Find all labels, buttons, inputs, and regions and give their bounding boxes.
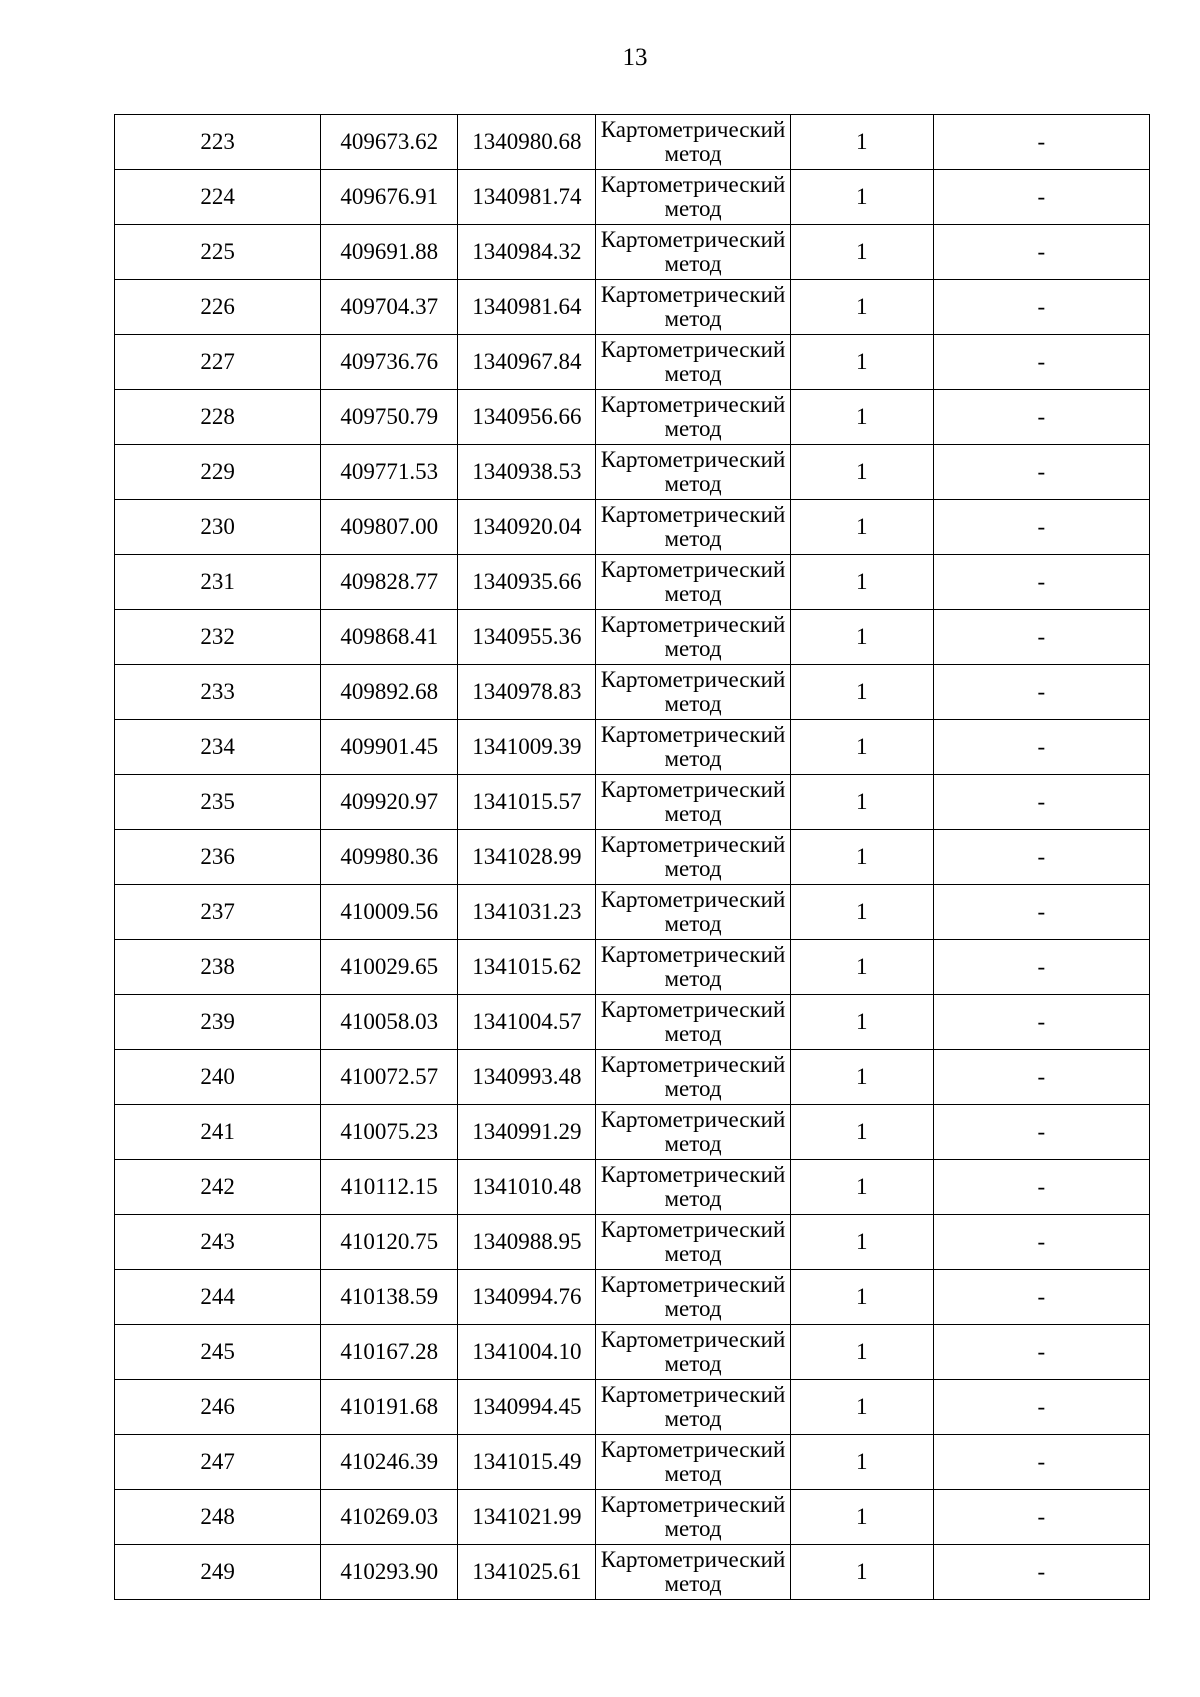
method-text: Картометрический (600, 1492, 786, 1517)
method-cell (596, 1325, 790, 1380)
table-row (115, 995, 1150, 1050)
method-text: метод (664, 966, 722, 991)
description-cell: - (933, 335, 1149, 390)
description-cell: - (933, 115, 1149, 170)
point-number-cell: 224 (115, 170, 321, 225)
method-text: метод (664, 1516, 722, 1541)
accuracy-cell: 1 (790, 665, 933, 720)
description-cell: - (933, 1215, 1149, 1270)
method-cell (596, 610, 790, 665)
method-cell (596, 1160, 790, 1215)
method-text: метод (664, 471, 722, 496)
description-cell: - (933, 1380, 1149, 1435)
point-number-cell: 225 (115, 225, 321, 280)
x-coordinate-cell: 409704.37 (321, 280, 458, 335)
method-text: метод (664, 746, 722, 771)
x-coordinate-cell: 410120.75 (321, 1215, 458, 1270)
table-row (115, 1435, 1150, 1490)
y-coordinate-cell: 1340978.83 (458, 665, 596, 720)
description-cell: - (933, 885, 1149, 940)
point-number-cell: 240 (115, 1050, 321, 1105)
method-cell (596, 1050, 790, 1105)
method-text: метод (664, 581, 722, 606)
table-row (115, 1545, 1150, 1600)
method-cell (596, 390, 790, 445)
y-coordinate-cell: 1340993.48 (458, 1050, 596, 1105)
description-cell: - (933, 775, 1149, 830)
method-text: Картометрический (600, 1162, 786, 1187)
y-coordinate-cell: 1340955.36 (458, 610, 596, 665)
method-text: Картометрический (600, 1107, 786, 1132)
table-row (115, 1215, 1150, 1270)
description-cell: - (933, 1105, 1149, 1160)
description-cell: - (933, 1270, 1149, 1325)
method-text: метод (664, 1241, 722, 1266)
x-coordinate-cell: 410058.03 (321, 995, 458, 1050)
description-cell: - (933, 225, 1149, 280)
accuracy-cell: 1 (790, 390, 933, 445)
accuracy-cell: 1 (790, 445, 933, 500)
method-text: метод (664, 636, 722, 661)
x-coordinate-cell: 409807.00 (321, 500, 458, 555)
accuracy-cell: 1 (790, 775, 933, 830)
method-text: метод (664, 251, 722, 276)
x-coordinate-cell: 410246.39 (321, 1435, 458, 1490)
x-coordinate-cell: 409901.45 (321, 720, 458, 775)
accuracy-cell: 1 (790, 1160, 933, 1215)
y-coordinate-cell: 1341025.61 (458, 1545, 596, 1600)
accuracy-cell: 1 (790, 280, 933, 335)
point-number-cell: 231 (115, 555, 321, 610)
method-cell (596, 555, 790, 610)
method-text: Картометрический (600, 887, 786, 912)
accuracy-cell: 1 (790, 1380, 933, 1435)
method-text: Картометрический (600, 172, 786, 197)
x-coordinate-cell: 410191.68 (321, 1380, 458, 1435)
method-text: метод (664, 801, 722, 826)
y-coordinate-cell: 1341021.99 (458, 1490, 596, 1545)
x-coordinate-cell: 409691.88 (321, 225, 458, 280)
point-number-cell: 228 (115, 390, 321, 445)
x-coordinate-cell: 409892.68 (321, 665, 458, 720)
y-coordinate-cell: 1340984.32 (458, 225, 596, 280)
table-row (115, 1050, 1150, 1105)
accuracy-cell: 1 (790, 1325, 933, 1380)
method-text: метод (664, 306, 722, 331)
method-cell (596, 775, 790, 830)
point-number-cell: 246 (115, 1380, 321, 1435)
table-row (115, 940, 1150, 995)
table-row (115, 885, 1150, 940)
y-coordinate-cell: 1341015.57 (458, 775, 596, 830)
method-text: Картометрический (600, 1437, 786, 1462)
description-cell: - (933, 995, 1149, 1050)
accuracy-cell: 1 (790, 1050, 933, 1105)
table-row (115, 335, 1150, 390)
y-coordinate-cell: 1340994.45 (458, 1380, 596, 1435)
method-text: Картометрический (600, 612, 786, 637)
table-row (115, 225, 1150, 280)
description-cell: - (933, 280, 1149, 335)
method-cell (596, 720, 790, 775)
method-text: Картометрический (600, 777, 786, 802)
y-coordinate-cell: 1341009.39 (458, 720, 596, 775)
y-coordinate-cell: 1341004.57 (458, 995, 596, 1050)
accuracy-cell: 1 (790, 885, 933, 940)
method-text: Картометрический (600, 1547, 786, 1572)
x-coordinate-cell: 410293.90 (321, 1545, 458, 1600)
point-number-cell: 239 (115, 995, 321, 1050)
accuracy-cell: 1 (790, 1545, 933, 1600)
x-coordinate-cell: 409771.53 (321, 445, 458, 500)
method-text: Картометрический (600, 117, 786, 142)
table-row (115, 830, 1150, 885)
method-cell (596, 280, 790, 335)
y-coordinate-cell: 1340994.76 (458, 1270, 596, 1325)
x-coordinate-cell: 410112.15 (321, 1160, 458, 1215)
method-text: Картометрический (600, 1327, 786, 1352)
x-coordinate-cell: 410072.57 (321, 1050, 458, 1105)
y-coordinate-cell: 1340935.66 (458, 555, 596, 610)
accuracy-cell: 1 (790, 555, 933, 610)
page-number: 13 (622, 44, 648, 71)
description-cell: - (933, 1545, 1149, 1600)
description-cell: - (933, 1490, 1149, 1545)
point-number-cell: 248 (115, 1490, 321, 1545)
method-text: метод (664, 1461, 722, 1486)
table-row (115, 1160, 1150, 1215)
method-cell (596, 445, 790, 500)
y-coordinate-cell: 1341010.48 (458, 1160, 596, 1215)
y-coordinate-cell: 1340956.66 (458, 390, 596, 445)
accuracy-cell: 1 (790, 115, 933, 170)
table-row (115, 1380, 1150, 1435)
description-cell: - (933, 720, 1149, 775)
y-coordinate-cell: 1340988.95 (458, 1215, 596, 1270)
accuracy-cell: 1 (790, 335, 933, 390)
table-row (115, 665, 1150, 720)
point-number-cell: 237 (115, 885, 321, 940)
table-row (115, 115, 1150, 170)
method-text: метод (664, 691, 722, 716)
method-text: Картометрический (600, 1382, 786, 1407)
method-text: Картометрический (600, 557, 786, 582)
table-row (115, 1325, 1150, 1380)
description-cell: - (933, 1050, 1149, 1105)
y-coordinate-cell: 1341015.49 (458, 1435, 596, 1490)
y-coordinate-cell: 1341015.62 (458, 940, 596, 995)
method-text: Картометрический (600, 392, 786, 417)
description-cell: - (933, 940, 1149, 995)
table-row (115, 1270, 1150, 1325)
accuracy-cell: 1 (790, 1215, 933, 1270)
y-coordinate-cell: 1341028.99 (458, 830, 596, 885)
method-text: метод (664, 1021, 722, 1046)
accuracy-cell: 1 (790, 1435, 933, 1490)
method-cell (596, 995, 790, 1050)
y-coordinate-cell: 1340920.04 (458, 500, 596, 555)
method-cell (596, 335, 790, 390)
method-text: метод (664, 141, 722, 166)
accuracy-cell: 1 (790, 830, 933, 885)
y-coordinate-cell: 1341004.10 (458, 1325, 596, 1380)
method-text: Картометрический (600, 1052, 786, 1077)
description-cell: - (933, 1160, 1149, 1215)
method-text: метод (664, 1076, 722, 1101)
description-cell: - (933, 1325, 1149, 1380)
method-cell (596, 830, 790, 885)
y-coordinate-cell: 1340980.68 (458, 115, 596, 170)
method-cell (596, 225, 790, 280)
x-coordinate-cell: 409736.76 (321, 335, 458, 390)
description-cell: - (933, 170, 1149, 225)
method-cell (596, 170, 790, 225)
method-text: метод (664, 1406, 722, 1431)
x-coordinate-cell: 410138.59 (321, 1270, 458, 1325)
table-row (115, 1490, 1150, 1545)
x-coordinate-cell: 409750.79 (321, 390, 458, 445)
table-row (115, 555, 1150, 610)
method-text: Картометрический (600, 282, 786, 307)
method-cell (596, 885, 790, 940)
description-cell: - (933, 390, 1149, 445)
description-cell: - (933, 1435, 1149, 1490)
coordinates-table (114, 114, 1150, 1600)
point-number-cell: 234 (115, 720, 321, 775)
x-coordinate-cell: 409673.62 (321, 115, 458, 170)
method-text: метод (664, 196, 722, 221)
table-row (115, 720, 1150, 775)
method-text: Картометрический (600, 502, 786, 527)
table-row (115, 775, 1150, 830)
accuracy-cell: 1 (790, 940, 933, 995)
table-row (115, 445, 1150, 500)
point-number-cell: 226 (115, 280, 321, 335)
accuracy-cell: 1 (790, 1270, 933, 1325)
description-cell: - (933, 610, 1149, 665)
method-cell (596, 500, 790, 555)
method-text: Картометрический (600, 997, 786, 1022)
accuracy-cell: 1 (790, 720, 933, 775)
x-coordinate-cell: 409980.36 (321, 830, 458, 885)
method-cell (596, 1545, 790, 1600)
y-coordinate-cell: 1340991.29 (458, 1105, 596, 1160)
x-coordinate-cell: 409920.97 (321, 775, 458, 830)
point-number-cell: 232 (115, 610, 321, 665)
point-number-cell: 249 (115, 1545, 321, 1600)
accuracy-cell: 1 (790, 1105, 933, 1160)
method-text: Картометрический (600, 337, 786, 362)
table-row (115, 1105, 1150, 1160)
x-coordinate-cell: 410269.03 (321, 1490, 458, 1545)
method-text: метод (664, 416, 722, 441)
method-cell (596, 1105, 790, 1160)
method-text: Картометрический (600, 1272, 786, 1297)
method-text: Картометрический (600, 1217, 786, 1242)
accuracy-cell: 1 (790, 225, 933, 280)
method-text: Картометрический (600, 942, 786, 967)
point-number-cell: 227 (115, 335, 321, 390)
method-cell (596, 1215, 790, 1270)
method-text: метод (664, 1131, 722, 1156)
accuracy-cell: 1 (790, 995, 933, 1050)
method-text: метод (664, 911, 722, 936)
x-coordinate-cell: 409676.91 (321, 170, 458, 225)
method-text: метод (664, 361, 722, 386)
method-cell (596, 1380, 790, 1435)
y-coordinate-cell: 1341031.23 (458, 885, 596, 940)
x-coordinate-cell: 409868.41 (321, 610, 458, 665)
method-cell (596, 115, 790, 170)
method-cell (596, 1490, 790, 1545)
table-row (115, 610, 1150, 665)
method-text: Картометрический (600, 227, 786, 252)
point-number-cell: 244 (115, 1270, 321, 1325)
accuracy-cell: 1 (790, 500, 933, 555)
method-cell (596, 665, 790, 720)
table-row (115, 170, 1150, 225)
method-cell (596, 1270, 790, 1325)
accuracy-cell: 1 (790, 1490, 933, 1545)
table-row (115, 500, 1150, 555)
description-cell: - (933, 555, 1149, 610)
description-cell: - (933, 500, 1149, 555)
y-coordinate-cell: 1340938.53 (458, 445, 596, 500)
point-number-cell: 236 (115, 830, 321, 885)
method-cell (596, 1435, 790, 1490)
y-coordinate-cell: 1340967.84 (458, 335, 596, 390)
point-number-cell: 230 (115, 500, 321, 555)
x-coordinate-cell: 410009.56 (321, 885, 458, 940)
table-row (115, 390, 1150, 445)
description-cell: - (933, 665, 1149, 720)
x-coordinate-cell: 410029.65 (321, 940, 458, 995)
point-number-cell: 238 (115, 940, 321, 995)
point-number-cell: 233 (115, 665, 321, 720)
method-text: метод (664, 856, 722, 881)
x-coordinate-cell: 410167.28 (321, 1325, 458, 1380)
point-number-cell: 247 (115, 1435, 321, 1490)
coordinates-table-body (115, 115, 1150, 1600)
point-number-cell: 242 (115, 1160, 321, 1215)
method-text: метод (664, 526, 722, 551)
table-row (115, 280, 1150, 335)
method-text: метод (664, 1571, 722, 1596)
accuracy-cell: 1 (790, 170, 933, 225)
description-cell: - (933, 830, 1149, 885)
method-text: Картометрический (600, 722, 786, 747)
method-text: Картометрический (600, 447, 786, 472)
method-text: Картометрический (600, 832, 786, 857)
point-number-cell: 223 (115, 115, 321, 170)
point-number-cell: 241 (115, 1105, 321, 1160)
point-number-cell: 229 (115, 445, 321, 500)
method-text: метод (664, 1186, 722, 1211)
description-cell: - (933, 445, 1149, 500)
point-number-cell: 243 (115, 1215, 321, 1270)
y-coordinate-cell: 1340981.74 (458, 170, 596, 225)
method-text: Картометрический (600, 667, 786, 692)
point-number-cell: 235 (115, 775, 321, 830)
method-text: метод (664, 1296, 722, 1321)
method-text: метод (664, 1351, 722, 1376)
accuracy-cell: 1 (790, 610, 933, 665)
method-cell (596, 940, 790, 995)
x-coordinate-cell: 409828.77 (321, 555, 458, 610)
y-coordinate-cell: 1340981.64 (458, 280, 596, 335)
point-number-cell: 245 (115, 1325, 321, 1380)
x-coordinate-cell: 410075.23 (321, 1105, 458, 1160)
